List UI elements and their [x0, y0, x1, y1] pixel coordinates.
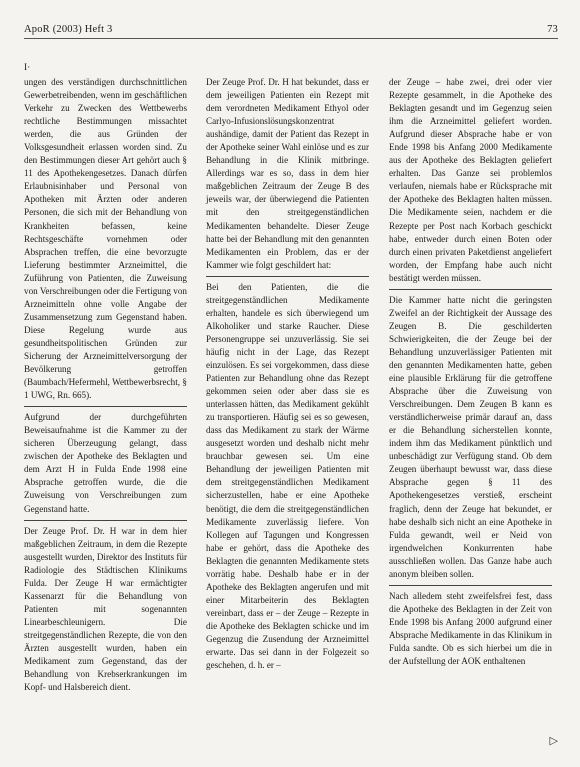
text-column-1	[24, 76, 187, 698]
paragraph: Nach alledem steht zweifelsfrei fest, dass die Apotheke des Beklagten in der Zeit von Ende 1998 bis Anfang 2000 aufgrund einer Absprache Medikamente in das Klinikum in Fulda sandte. Ob es sich hierbei um die in der Aufstellung der AOK enthaltenen	[389, 585, 552, 668]
paragraph: Aufgrund der durchgeführten Beweisaufnahme ist die Kammer zu der sicheren Überzeugung gelangt, dass zwischen der Apotheke des Beklagten und dem Arzt H in Fulda Ende 1998 eine Absprache getroffen wurde, die die Zuweisung von Verschreibungen zum Gegenstand hatte.	[24, 406, 187, 515]
column-marker: I·	[24, 63, 31, 73]
text-column-3	[389, 76, 552, 672]
continue-arrow-icon: ▷	[549, 735, 558, 747]
page-number: 73	[547, 24, 558, 35]
paragraph: der Zeuge – habe zwei, drei oder vier Rezepte gesammelt, in die Apotheke des Beklagten gesandt und im Gegenzug seien ihm die Arzneimittel geliefert worden. Aufgrund dieser Absprache habe er von Ende 1998 bis Anfang 2000 Medikamente aus der Apotheke des Beklagten geliefert erhalten. Das Ganze sei problemlos verlaufen, niemals habe er Rücksprache mit der Apotheke des Beklagten halten müssen. Die Medikamente seien, nachdem er die Rezepte per Post nach Korbach geschickt habe, entweder durch einen Boten oder durch einen privaten Paketdienst angeliefert worden, der Empfang habe auch nicht bestätigt werden müssen.	[389, 77, 552, 283]
paragraph: Der Zeuge Prof. Dr. H hat bekundet, dass er dem jeweiligen Patienten ein Rezept mit dem verordneten Medikament Ethyol oder Carlyo-Infusionslösungskonzentrat aushändige, damit der Patient das Rezept in der Apotheke seiner Wahl einlöse und es zur Behandlung in die Klinik mitbringe. Allerdings war es so, dass in dem hier maßgeblichen Zeitraum der Zeuge B des jeweils war, der überwiegend die Patienten mit den streitgegenständlichen Medikamenten behandelte. Dieser Zeuge hatte bei der Behandlung mit den genannten Medikamenten ein Problem, das er der Kammer wie folgt geschildert hat:	[206, 77, 369, 270]
running-header	[24, 22, 558, 39]
paragraph: Bei den Patienten, die die streitgegenständlichen Medikamente erhalten, handele es sich überwiegend um Alkoholiker und starke Raucher. Diese Personengruppe sei unzuverlässig. Sie sei häufig nicht in der Lage, das Rezept einzulösen. Es sei vorgekommen, dass diese Patienten zur Behandlung ohne das Rezept gekommen seien oder aber dass sie es unterlassen hätten, das Medikament gekühlt zu transportieren. Häufig sei es so gewesen, dass das Medikament zu stark der Wärme ausgesetzt worden und deshalb nicht mehr brauchbar gewesen sei. Um eine Behandlung der jeweiligen Patienten mit dem streitgegenständlichen Medikament sicherzustellen, habe er eine Apotheke benötigt, die dem die streitgegenständlichen Medikamente zuverlässig liefere. Von Kollegen auf Tagungen und Kongressen habe er gehört, dass die Apotheke des Beklagten die genannten Medikamente stets vorrätig habe. Deshalb habe er in der Apotheke des Beklagten angerufen und mit einer Mitarbeiterin des Beklagten vereinbart, dass er – der Zeuge – Rezepte in die Apotheke des Beklagten schicke und im Gegenzug die Zusendung der Arzneimittel erwarte. Das sei dann in der Folgezeit so geschehen, d. h. er –	[206, 276, 369, 672]
paragraph: Die Kammer hatte nicht die geringsten Zweifel an der Richtigkeit der Aussage des Zeugen B. Die geschilderten Schwierigkeiten, die der Zeuge bei der Behandlung unzuverlässiger Patienten mit den genannten Medikamenten hatte, geben eine plausible Erklärung für die getroffene Absprache über die Zuweisung von Verschreibungen. Dem Zeugen B kann es verständlicherweise primär darauf an, dass er die Behandlung sicherstellen konnte, indem ihm das Medikament pünktlich und unbeschädigt zur Verfügung stand. Ob dem Zeugen überhaupt bewusst war, dass diese Absprache gegen § 11 des Apothekengesetzes verstieß, erscheint fraglich, denn der Zeuge hat bekundet, er habe deshalb sich nicht an eine Apotheke in Fulda gewandt, weil er Neid von irgendwelchen Konkurrenten habe ausschließen wollen. Das Ganze habe auch anonym bleiben sollen.	[389, 289, 552, 581]
paragraph: ungen des verständigen durchschnittlichen Gewerbetreibenden, wenn im geschäftlichen Verkehr zu Zwecken des Wettbewerbs rechtliche Bestimmungen missachtet werden, die aus Gründen der Volksgesundheit erlassen worden sind. Zu den Bestimmungen dieser Art gehört auch § 11 des Apothekengesetzes. Danach dürfen Erlaubnisinhaber und Personal von Apotheken mit Ärzten oder anderen Personen, die sich mit der Behandlung von Krankheiten befassen, keine Rechtsgeschäfte vornehmen oder Absprachen treffen, die eine bevorzugte Lieferung bestimmter Arzneimittel, die Zuführung von Patienten, die Zuweisung von Verschreibungen oder die Fertigung von Arzneimitteln ohne volle Angabe der Zusammensetzung zum Gegenstand haben. Diese Regelung wurde aus gesundheitspolitischen Gründen zur Sicherung der Arzneimittelversorgung der Bevölkerung getroffen (Baumbach/Hefermehl, Wettbewerbsrecht, § 1 UWG, Rn. 665).	[24, 77, 187, 401]
paragraph: Der Zeuge Prof. Dr. H war in dem hier maßgeblichen Zeitraum, in dem die Rezepte ausgestellt wurden, Direktor des Instituts für Radiologie des Städtischen Klinikums Fulda. Der Zeuge H war ermächtigter Kassenarzt für die Behandlung von Patienten mit sogenannten Linearbeschleunigern. Die streitgegenständlichen Rezepte, die von den Ärzten ausgestellt wurden, haben ein Medikament zum Gegenstand, das der Behandlung von Krebserkrankungen im Kopf- und Halsbereich dient.	[24, 520, 187, 695]
text-column-2	[206, 76, 369, 676]
journal-reference: ApoR (2003) Heft 3	[24, 24, 113, 35]
